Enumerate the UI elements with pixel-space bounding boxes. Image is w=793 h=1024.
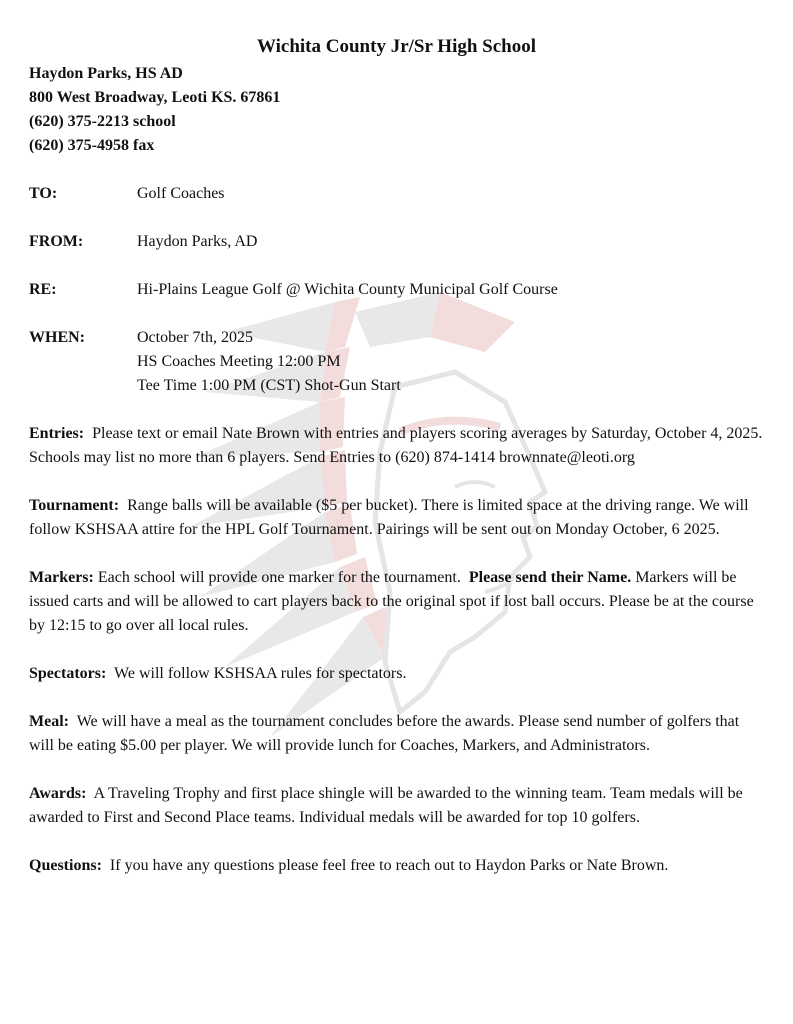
- markers-label: Markers:: [29, 569, 94, 586]
- tournament-text: Range balls will be available ($5 per bucket). There is limited space at the driving range. We will follow KSHSAA attire for the HPL Golf Tournament. Pairings will be sent out on Monday October, 6 2025.: [29, 497, 749, 538]
- meal-label: Meal:: [29, 713, 69, 730]
- re-label: RE:: [29, 281, 57, 298]
- entries-label: Entries:: [29, 425, 85, 442]
- markers-section: [29, 566, 764, 638]
- awards-label: Awards:: [29, 785, 87, 802]
- to-value: Golf Coaches: [137, 185, 225, 202]
- when-date: October 7th, 2025: [137, 329, 253, 346]
- sender-name: Haydon Parks, HS AD: [29, 65, 183, 82]
- tournament-section: [29, 494, 764, 542]
- from-value: Haydon Parks, AD: [137, 233, 258, 250]
- fax-number: (620) 375-4958 fax: [29, 137, 155, 154]
- meal-section: [29, 710, 764, 758]
- memo-when-row: [29, 326, 764, 398]
- entries-text: Please text or email Nate Brown with entries and players scoring averages by Saturday, October 4, 2025. Schools may list no more than 6 players. Send Entries to (620) 874-1414 brownnate@leoti.org: [29, 425, 763, 466]
- spectators-section: [29, 662, 764, 686]
- to-label: TO:: [29, 185, 58, 202]
- school-phone: (620) 375-2213 school: [29, 113, 176, 130]
- when-meeting: HS Coaches Meeting 12:00 PM: [137, 353, 341, 370]
- awards-section: [29, 782, 764, 830]
- re-value: Hi-Plains League Golf @ Wichita County Municipal Golf Course: [137, 281, 558, 298]
- awards-text: A Traveling Trophy and first place shingle will be awarded to the winning team. Team medals will be awarded to First and Second Place teams. Individual medals will be awarded for top 10 golfers.: [29, 785, 743, 826]
- memo-from-row: [29, 230, 764, 254]
- from-label: FROM:: [29, 233, 84, 250]
- memo-re-row: [29, 278, 764, 302]
- memo-to-row: [29, 182, 764, 206]
- school-title: Wichita County Jr/Sr High School: [256, 36, 537, 57]
- questions-text: If you have any questions please feel free to reach out to Haydon Parks or Nate Brown.: [109, 857, 669, 874]
- spectators-label: Spectators:: [29, 665, 107, 682]
- meal-text: We will have a meal as the tournament concludes before the awards. Please send number of golfers that will be eating $5.00 per player. We will provide lunch for Coaches, Markers, and Administrators.: [29, 713, 740, 754]
- questions-label: Questions:: [29, 857, 102, 874]
- markers-bold-note: Please send their Name.: [468, 569, 632, 586]
- when-label: WHEN:: [29, 329, 85, 346]
- memo-document: [29, 34, 764, 878]
- markers-text-1: Each school will provide one marker for the tournament.: [97, 569, 461, 586]
- tournament-label: Tournament:: [29, 497, 120, 514]
- when-tee-time: Tee Time 1:00 PM (CST) Shot-Gun Start: [137, 377, 401, 394]
- spectators-text: We will follow KSHSAA rules for spectators.: [114, 665, 407, 682]
- markers-text-2: Markers will be issued carts and will be allowed to cart players back to the original spot if lost ball occurs. Please be at the course by 12:15 to go over all local rules.: [29, 569, 754, 634]
- entries-section: [29, 422, 764, 470]
- sender-address: 800 West Broadway, Leoti KS. 67861: [29, 89, 281, 106]
- questions-section: [29, 854, 764, 878]
